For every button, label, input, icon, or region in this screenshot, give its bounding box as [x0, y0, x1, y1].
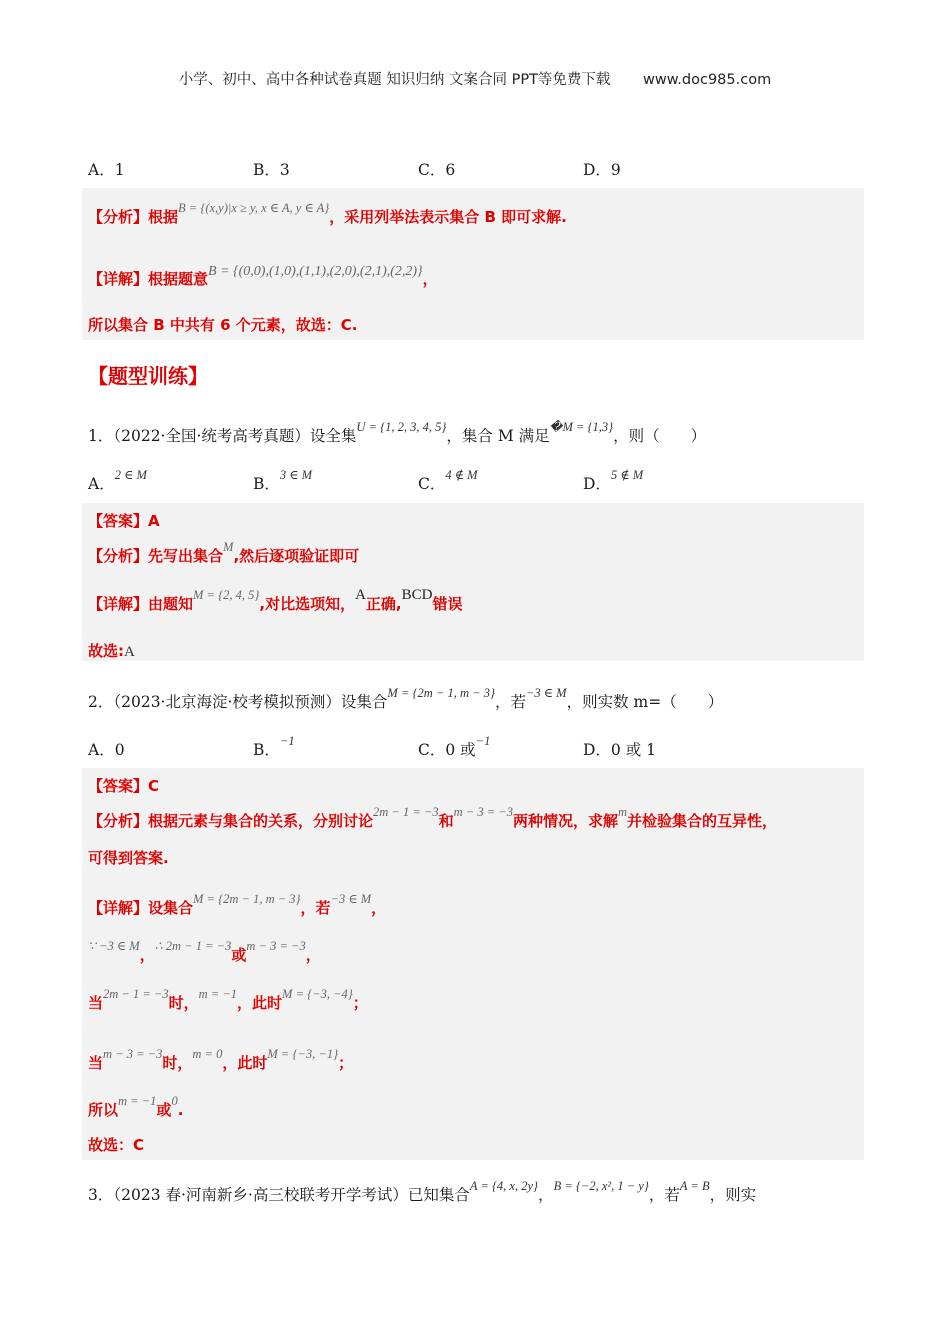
q1-solution-box — [82, 503, 864, 661]
q1-answer: 【答案】A — [88, 512, 160, 530]
prev-option-c: C．6 — [418, 161, 456, 179]
q2-option-c: C．0 或$^{-1}$ — [418, 734, 491, 759]
q1-stem: 1．（2022·全国·统考高考真题）设全集$^{U = \{1, 2, 3, 4, 5\}}$，集合 M 满足$^{�M = \{1,3\}}$，则（ ） — [88, 420, 707, 445]
prev-option-d: D．9 — [583, 161, 621, 179]
q1-option-d: D．$^{5 \notin M}$ — [583, 468, 644, 493]
math-set-b-list: B = {(0,0),(1,0),(1,1),(2,0),(2,1),(2,2)} — [208, 264, 423, 279]
q2-stem: 2．（2023·北京海淀·校考模拟预测）设集合$^{M = \{2m - 1, m - 3\}}$，若$^{-3 \in M}$，则实数 m=（ ） — [88, 686, 724, 711]
q1-analysis: 【分析】先写出集合$^M$,然后逐项验证即可 — [88, 540, 360, 565]
q2-detail-line1: 【详解】设集合$^{M = \{2m - 1, m - 3\}}$，若$^{-3 \in M}$， — [88, 892, 387, 917]
q2-detail-line3: 当$^{2m - 1 = -3}$时，$^{m = -1}$，此时$^{M = \{-3, -4\}}$； — [88, 987, 368, 1012]
q2-option-b: B．$^{-1}$ — [253, 734, 295, 759]
q2-answer: 【答案】C — [88, 777, 160, 795]
page-header — [0, 68, 950, 89]
math-set-m: M = {2m − 1, m − 3} — [387, 686, 495, 700]
q3-stem: 3．（2023 春·河南新乡·高三校联考开学考试）已知集合$^{A = \{4, x, 2y\}}$，$^{B = \{-2, x^2, 1 - y\}}$，若$^{A = B}$，则实 — [88, 1179, 757, 1204]
q2-analysis-line1: 【分析】根据元素与集合的关系，分别讨论$^{2m - 1 = -3}$和$^{m - 3 = -3}$两种情况，求解$^m$并检验集合的互异性， — [88, 805, 778, 830]
q1-detail: 【详解】由题知$^{M = \{2, 4, 5\}}$,对比选项知，A正确,BCD错误 — [88, 587, 463, 613]
prev-detail-line: 【详解】根据题意B = {(0,0),(1,0),(1,1),(2,0),(2,1),(2,2)}， — [88, 264, 438, 288]
q2-detail-line2: $^{\because -3 \in M}$，$^{\therefore 2m - 1 = -3}$或$^{m - 3 = -3}$， — [88, 939, 321, 964]
math-set-a: A = {4, x, 2y} — [469, 1179, 539, 1193]
math-complement: �M = {1,3} — [549, 420, 614, 434]
q2-detail-line4: 当$^{m - 3 = -3}$时，$^{m = 0}$，此时$^{M = \{-3, -1\}}$； — [88, 1047, 354, 1072]
math-set-b: B = {−2, x², 1 − y} — [553, 1179, 649, 1193]
q2-analysis-line2: 可得到答案. — [88, 849, 169, 867]
prev-analysis-line: 【分析】根据$^{B = \{(x,y)|x \ge y, x \in A, y \in A\}}$，采用列举法表示集合 B 即可求解. — [88, 201, 567, 226]
q2-detail-line5: 所以$^{m = -1}$或$^0$. — [88, 1094, 184, 1119]
prev-conclusion: 所以集合 B 中共有 6 个元素，故选：C. — [88, 316, 358, 334]
q2-option-d: D．0 或 1 — [583, 741, 657, 759]
math-universal-set: U = {1, 2, 3, 4, 5} — [356, 420, 447, 434]
prev-option-a: A．1 — [88, 161, 125, 179]
header-url[interactable]: www.doc985.com — [643, 72, 772, 88]
q1-choose: 故选:A — [88, 642, 135, 660]
q1-option-c: C．$^{4 \notin M}$ — [418, 468, 478, 493]
section-title: 【题型训练】 — [88, 364, 208, 388]
q1-option-b: B．$^{3 \in M}$ — [253, 468, 313, 493]
q2-option-a: A．0 — [88, 741, 125, 759]
prev-option-b: B．3 — [253, 161, 290, 179]
header-text: 小学、初中、高中各种试卷真题 知识归纳 文案合同 PPT等免费下载 — [178, 72, 611, 88]
q1-option-a: A．$^{2 \in M}$ — [88, 468, 147, 493]
math-set-b: B = {(x,y)|x ≥ y, x ∈ A, y ∈ A} — [178, 201, 330, 215]
q2-choose: 故选：C — [88, 1136, 145, 1154]
